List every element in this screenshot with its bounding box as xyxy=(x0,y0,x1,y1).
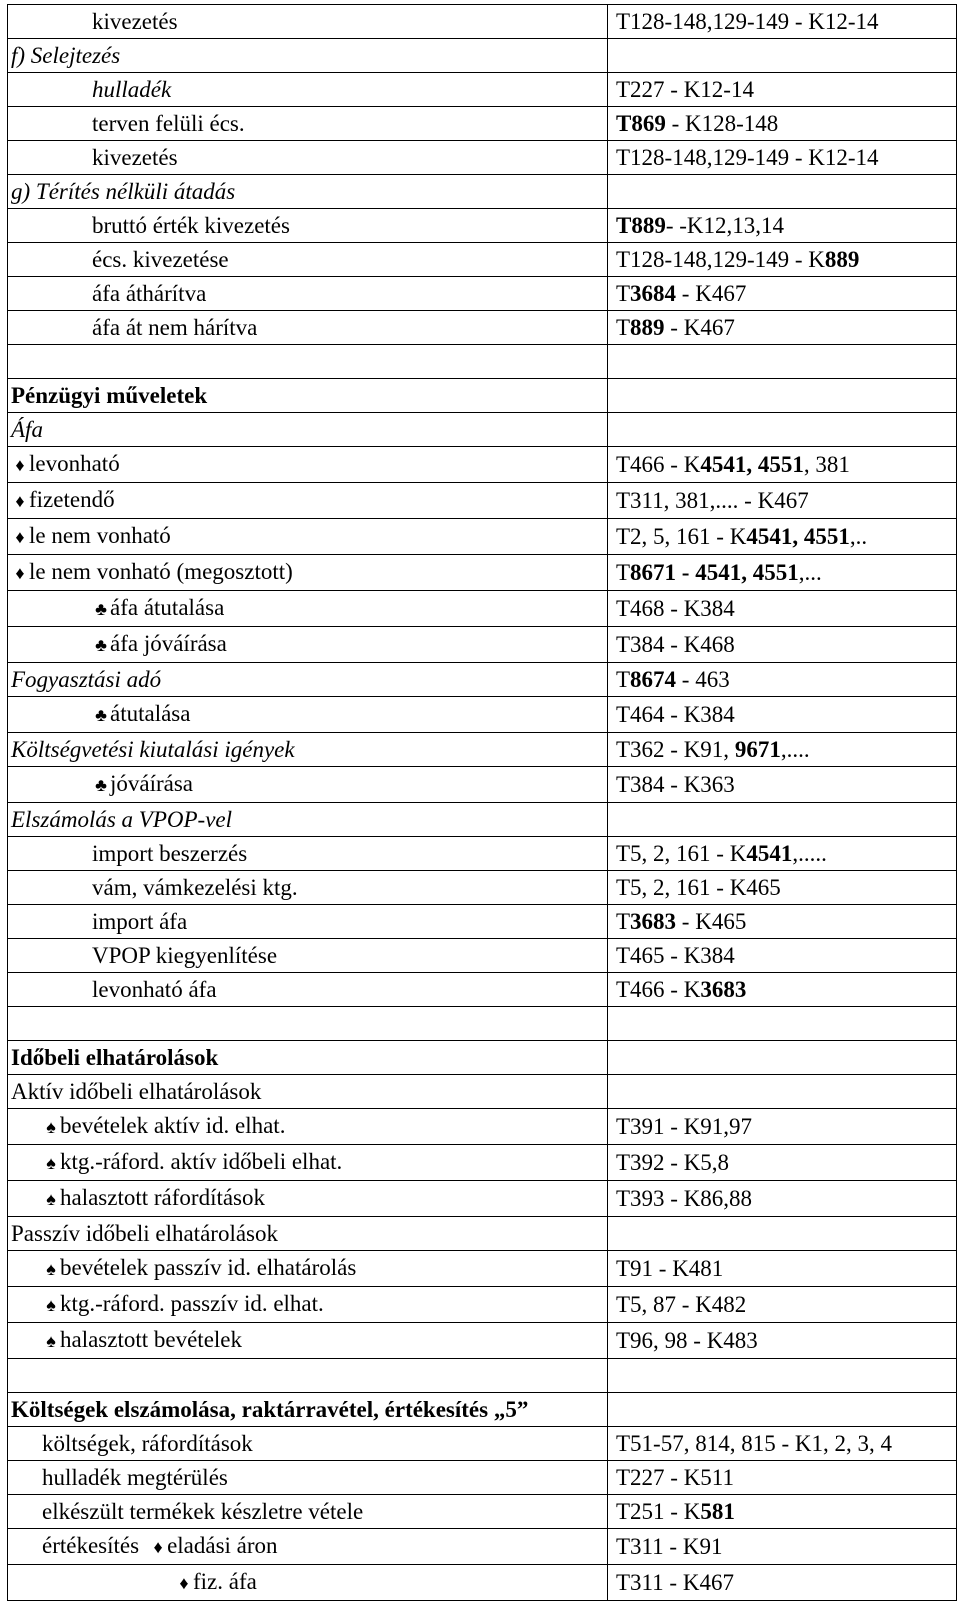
account-code-cell xyxy=(607,837,956,871)
account-code-cell xyxy=(607,141,956,175)
table-row xyxy=(8,1461,957,1495)
entry-label-cell xyxy=(8,1007,608,1041)
account-code-cell xyxy=(607,1109,956,1145)
entry-label: halasztott bevételek xyxy=(60,1327,243,1352)
table-row xyxy=(8,697,957,733)
account-code-cell xyxy=(607,1495,956,1529)
account-code-cell xyxy=(607,5,956,39)
account-code-cell xyxy=(607,733,956,767)
entry-label: halasztott ráfordítások xyxy=(60,1185,266,1210)
account-code-cell xyxy=(607,519,956,555)
account-code-cell xyxy=(607,803,956,837)
entry-label: bruttó érték kivezetés xyxy=(92,213,290,238)
account-code-cell xyxy=(607,379,956,413)
entry-label: Áfa xyxy=(11,417,43,442)
entry-label-cell xyxy=(8,107,608,141)
account-code-cell xyxy=(607,277,956,311)
table-row xyxy=(8,1323,957,1359)
account-codes: T889- -K12,13,14 xyxy=(615,213,785,238)
entry-label-cell xyxy=(8,1287,608,1323)
entry-label: bevételek passzív id. elhatárolás xyxy=(60,1255,357,1280)
entry-label: áfa áthárítva xyxy=(92,281,207,306)
table-row xyxy=(8,5,957,39)
table-row xyxy=(8,209,957,243)
entry-label: Fogyasztási adó xyxy=(11,667,162,692)
account-codes: T392 - K5,8 xyxy=(615,1150,730,1175)
entry-label-cell xyxy=(8,447,608,483)
account-code-cell xyxy=(607,1287,956,1323)
entry-label: import beszerzés xyxy=(92,841,248,866)
entry-label: ktg.-ráford. passzív id. elhat. xyxy=(60,1291,324,1316)
account-code-cell xyxy=(607,175,956,209)
table-row xyxy=(8,73,957,107)
entry-label-cell xyxy=(8,1393,608,1427)
entry-label: elkészült termékek készletre vétele xyxy=(42,1499,364,1524)
table-row xyxy=(8,939,957,973)
entry-label-cell xyxy=(8,345,608,379)
account-codes: T128-148,129-149 - K12-14 xyxy=(615,9,879,34)
account-code-cell xyxy=(607,973,956,1007)
account-codes: T391 - K91,97 xyxy=(615,1114,753,1139)
entry-label-cell xyxy=(8,591,608,627)
table-row xyxy=(8,141,957,175)
entry-label: Passzív időbeli elhatárolások xyxy=(11,1221,278,1246)
table-row xyxy=(8,1007,957,1041)
table-row xyxy=(8,1529,957,1565)
table-row xyxy=(8,413,957,447)
account-codes: T8674 - 463 xyxy=(615,667,730,692)
entry-label-cell xyxy=(8,803,608,837)
account-code-cell xyxy=(607,1529,956,1565)
entry-label-cell xyxy=(8,175,608,209)
account-codes: T362 - K91, 9671,.... xyxy=(615,737,810,762)
entry-label: bevételek aktív id. elhat. xyxy=(60,1113,286,1138)
diamond-icon: ♦ xyxy=(15,491,25,511)
table-row xyxy=(8,627,957,663)
entry-label-cell xyxy=(8,1495,608,1529)
account-codes: T227 - K511 xyxy=(615,1465,734,1490)
entry-sublabel: eladási áron xyxy=(167,1533,278,1558)
entry-label: terven felüli écs. xyxy=(92,111,245,136)
diamond-icon: ♦ xyxy=(15,455,25,475)
entry-label-cell xyxy=(8,73,608,107)
entry-label: áfa jóváírása xyxy=(110,631,227,656)
entry-label-cell xyxy=(8,1041,608,1075)
entry-label: kivezetés xyxy=(92,9,178,34)
entry-label-cell xyxy=(8,1145,608,1181)
account-code-cell xyxy=(607,209,956,243)
entry-label-cell xyxy=(8,1181,608,1217)
entry-label: levonható áfa xyxy=(92,977,217,1002)
entry-label-cell xyxy=(8,733,608,767)
account-codes: T3684 - K467 xyxy=(615,281,747,306)
spade-icon: ♠ xyxy=(46,1153,56,1173)
account-codes: T393 - K86,88 xyxy=(615,1186,753,1211)
table-row xyxy=(8,803,957,837)
club-icon: ♣ xyxy=(95,705,107,725)
entry-label: vám, vámkezelési ktg. xyxy=(92,875,298,900)
account-codes: T227 - K12-14 xyxy=(615,77,754,102)
table-row xyxy=(8,1109,957,1145)
account-code-cell xyxy=(607,345,956,379)
entry-label-cell xyxy=(8,1427,608,1461)
account-codes: T311, 381,.... - K467 xyxy=(615,488,809,513)
account-code-cell xyxy=(607,1323,956,1359)
entry-label: ktg.-ráford. aktív időbeli elhat. xyxy=(60,1149,343,1174)
account-codes: T311 - K91 xyxy=(615,1534,723,1559)
account-codes: T889 - K467 xyxy=(615,315,735,340)
table-row xyxy=(8,311,957,345)
table-row xyxy=(8,483,957,519)
account-codes: T91 - K481 xyxy=(615,1256,724,1281)
table-row xyxy=(8,243,957,277)
account-code-cell xyxy=(607,627,956,663)
spade-icon: ♠ xyxy=(46,1331,56,1351)
entry-label-cell xyxy=(8,519,608,555)
account-codes: T384 - K468 xyxy=(615,632,735,657)
entry-label-cell xyxy=(8,837,608,871)
table-row xyxy=(8,39,957,73)
entry-label-cell xyxy=(8,311,608,345)
entry-label-cell xyxy=(8,627,608,663)
account-code-cell xyxy=(607,107,956,141)
diamond-icon: ♦ xyxy=(15,527,25,547)
table-row xyxy=(8,733,957,767)
entry-label: Elszámolás a VPOP-vel xyxy=(11,807,233,832)
entry-label: g) Térítés nélküli átadás xyxy=(11,179,236,204)
diamond-icon: ♦ xyxy=(15,563,25,583)
entry-label-cell xyxy=(8,39,608,73)
account-code-cell xyxy=(607,413,956,447)
entry-label-cell xyxy=(8,1217,608,1251)
account-codes: T466 - K3683 xyxy=(615,977,747,1002)
table-row xyxy=(8,591,957,627)
entry-label: fizetendő xyxy=(29,487,115,512)
club-icon: ♣ xyxy=(95,635,107,655)
table-row xyxy=(8,1495,957,1529)
table-row xyxy=(8,1287,957,1323)
entry-label-cell xyxy=(8,1359,608,1393)
account-codes: T128-148,129-149 - K889 xyxy=(615,247,860,272)
account-codes: T2, 5, 161 - K4541, 4551,.. xyxy=(615,524,868,549)
account-code-cell xyxy=(607,1007,956,1041)
account-code-cell xyxy=(607,1565,956,1601)
account-code-cell xyxy=(607,483,956,519)
entry-label: áfa átutalása xyxy=(110,595,225,620)
account-codes: T5, 2, 161 - K465 xyxy=(615,875,781,900)
account-code-cell xyxy=(607,39,956,73)
table-row xyxy=(8,1393,957,1427)
entry-label: jóváírása xyxy=(110,771,194,796)
entry-label: költségek, ráfordítások xyxy=(42,1431,253,1456)
entry-label: Aktív időbeli elhatárolások xyxy=(11,1079,262,1104)
table-row xyxy=(8,379,957,413)
table-row xyxy=(8,1251,957,1287)
spade-icon: ♠ xyxy=(46,1189,56,1209)
table-row xyxy=(8,1359,957,1393)
entry-label-cell xyxy=(8,243,608,277)
entry-label-cell xyxy=(8,1075,608,1109)
entry-sublabel: fiz. áfa xyxy=(193,1569,257,1594)
entry-label: f) Selejtezés xyxy=(11,43,121,68)
account-codes: T5, 2, 161 - K4541,..... xyxy=(615,841,827,866)
table-row xyxy=(8,767,957,803)
account-code-cell xyxy=(607,939,956,973)
account-codes: T251 - K581 xyxy=(615,1499,735,1524)
table-body xyxy=(8,5,957,1601)
club-icon: ♣ xyxy=(95,599,107,619)
entry-label: áfa át nem hárítva xyxy=(92,315,258,340)
account-codes: T5, 87 - K482 xyxy=(615,1292,747,1317)
entry-label: értékesítés xyxy=(42,1533,140,1558)
table-row xyxy=(8,1427,957,1461)
account-code-cell xyxy=(607,1217,956,1251)
account-code-cell xyxy=(607,311,956,345)
account-code-cell xyxy=(607,1359,956,1393)
table-row xyxy=(8,1041,957,1075)
table-row xyxy=(8,345,957,379)
table-row xyxy=(8,1217,957,1251)
account-codes: T464 - K384 xyxy=(615,702,735,727)
account-code-cell xyxy=(607,1075,956,1109)
account-codes: T3683 - K465 xyxy=(615,909,747,934)
spade-icon: ♠ xyxy=(46,1295,56,1315)
entry-label: écs. kivezetése xyxy=(92,247,229,272)
table-row xyxy=(8,1075,957,1109)
account-codes: T466 - K4541, 4551, 381 xyxy=(615,452,850,477)
account-codes: T468 - K384 xyxy=(615,596,735,621)
table-row xyxy=(8,519,957,555)
account-code-cell xyxy=(607,1427,956,1461)
entry-label: hulladék megtérülés xyxy=(42,1465,228,1490)
entry-label-cell xyxy=(8,379,608,413)
account-codes: T128-148,129-149 - K12-14 xyxy=(615,145,879,170)
entry-label-cell xyxy=(8,413,608,447)
entry-label-cell xyxy=(8,1251,608,1287)
entry-label: hulladék xyxy=(92,77,172,102)
entry-label-cell xyxy=(8,905,608,939)
entry-label: Időbeli elhatárolások xyxy=(11,1045,219,1070)
account-code-cell xyxy=(607,447,956,483)
table-row xyxy=(8,1145,957,1181)
diamond-icon: ♦ xyxy=(179,1573,189,1593)
account-codes: T8671 - 4541, 4551,... xyxy=(615,560,822,585)
entry-label: átutalása xyxy=(110,701,191,726)
entry-label-cell xyxy=(8,141,608,175)
entry-label-cell xyxy=(8,1323,608,1359)
entry-label: Pénzügyi műveletek xyxy=(11,383,208,408)
account-code-cell xyxy=(607,871,956,905)
entry-label-cell xyxy=(8,697,608,733)
table-row xyxy=(8,973,957,1007)
table-row xyxy=(8,107,957,141)
account-codes: T96, 98 - K483 xyxy=(615,1328,758,1353)
entry-label: kivezetés xyxy=(92,145,178,170)
entry-label-cell xyxy=(8,1529,608,1565)
entry-label: le nem vonható xyxy=(29,523,171,548)
account-code-cell xyxy=(607,905,956,939)
club-icon: ♣ xyxy=(95,775,107,795)
entry-label-cell xyxy=(8,209,608,243)
table-row xyxy=(8,837,957,871)
entry-label-cell xyxy=(8,1109,608,1145)
table-row xyxy=(8,1565,957,1601)
account-code-cell xyxy=(607,1251,956,1287)
entry-label-cell xyxy=(8,871,608,905)
entry-label: le nem vonható (megosztott) xyxy=(29,559,293,584)
table-row xyxy=(8,447,957,483)
account-codes: T51-57, 814, 815 - K1, 2, 3, 4 xyxy=(615,1431,892,1456)
table-row xyxy=(8,871,957,905)
entry-label-cell xyxy=(8,555,608,591)
table-row xyxy=(8,1181,957,1217)
account-code-cell xyxy=(607,1041,956,1075)
entry-label-cell xyxy=(8,483,608,519)
account-codes: T384 - K363 xyxy=(615,772,735,797)
account-code-cell xyxy=(607,73,956,107)
spade-icon: ♠ xyxy=(46,1259,56,1279)
account-code-cell xyxy=(607,591,956,627)
entry-label-cell xyxy=(8,5,608,39)
account-codes: T465 - K384 xyxy=(615,943,735,968)
entry-label: Költségek elszámolása, raktárravétel, értékesítés „5” xyxy=(11,1397,529,1422)
account-code-cell xyxy=(607,697,956,733)
entry-label: import áfa xyxy=(92,909,188,934)
account-code-cell xyxy=(607,767,956,803)
account-codes: T311 - K467 xyxy=(615,1570,734,1595)
entry-label-cell xyxy=(8,767,608,803)
entry-label: levonható xyxy=(29,451,120,476)
table-row xyxy=(8,175,957,209)
table-row xyxy=(8,277,957,311)
spade-icon: ♠ xyxy=(46,1117,56,1137)
entry-label-cell xyxy=(8,939,608,973)
entry-label-cell xyxy=(8,973,608,1007)
account-codes: T869 - K128-148 xyxy=(615,111,779,136)
table-row xyxy=(8,663,957,697)
entry-label: VPOP kiegyenlítése xyxy=(92,943,278,968)
entry-label-cell xyxy=(8,1565,608,1601)
account-code-cell xyxy=(607,243,956,277)
account-code-cell xyxy=(607,1461,956,1495)
account-entries-table xyxy=(7,4,957,1601)
entry-label: Költségvetési kiutalási igények xyxy=(11,737,295,762)
account-code-cell xyxy=(607,663,956,697)
account-code-cell xyxy=(607,1393,956,1427)
entry-label-cell xyxy=(8,1461,608,1495)
account-code-cell xyxy=(607,1145,956,1181)
entry-label-cell xyxy=(8,663,608,697)
table-row xyxy=(8,905,957,939)
account-code-cell xyxy=(607,555,956,591)
table-row xyxy=(8,555,957,591)
account-code-cell xyxy=(607,1181,956,1217)
entry-label-cell xyxy=(8,277,608,311)
diamond-icon: ♦ xyxy=(153,1537,163,1557)
